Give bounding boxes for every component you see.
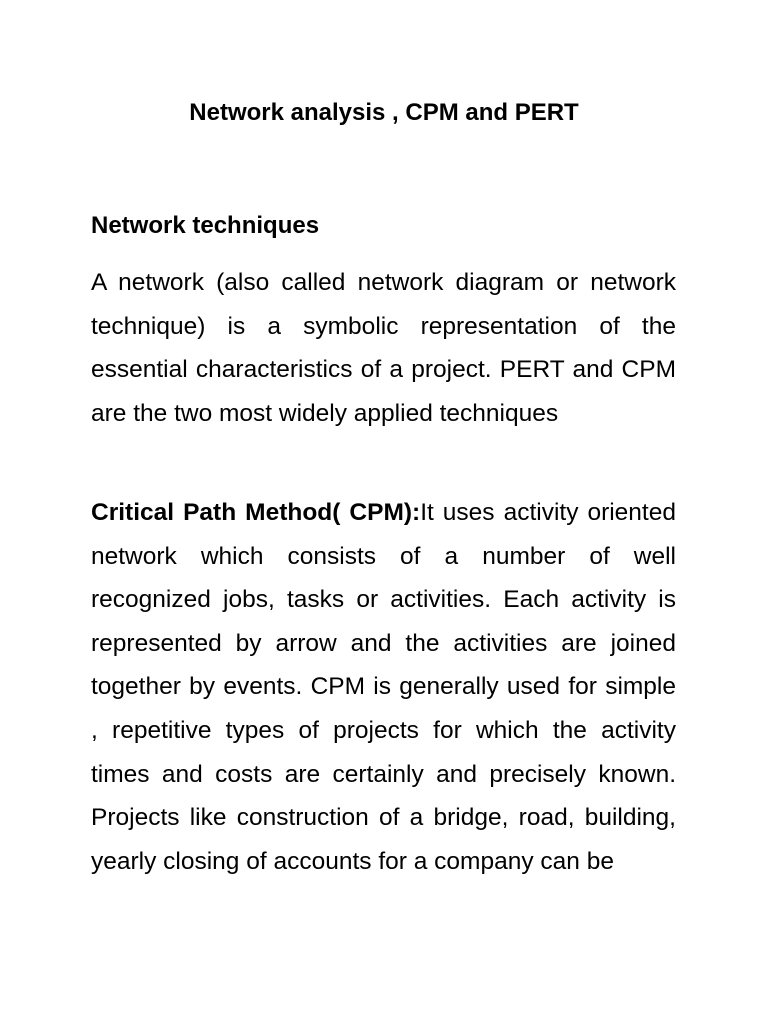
cpm-lead-term: Critical Path Method( CPM): [91,499,421,526]
section-heading: Network techniques [91,212,320,239]
paragraph-network-definition: A network (also called network diagram or network technique) is a symbolic representation of the essential characteristics of a project. PERT and CPM are the two most widely applied techniques [91,269,676,427]
cpm-body-text: It uses activity oriented network which consists of a number of well recognized jobs, tasks or activities. Each activity is represented by arrow and the activities are joined together by events. CPM is generally used for simple , repetitive types of projects for which the activity times and costs are certainly and precisely known. Projects like construction of a bridge, road, building, yearly closing of accounts for a company can be [91,499,676,875]
paragraph-cpm [91,491,676,883]
document-title: Network analysis , CPM and PERT [189,99,579,126]
